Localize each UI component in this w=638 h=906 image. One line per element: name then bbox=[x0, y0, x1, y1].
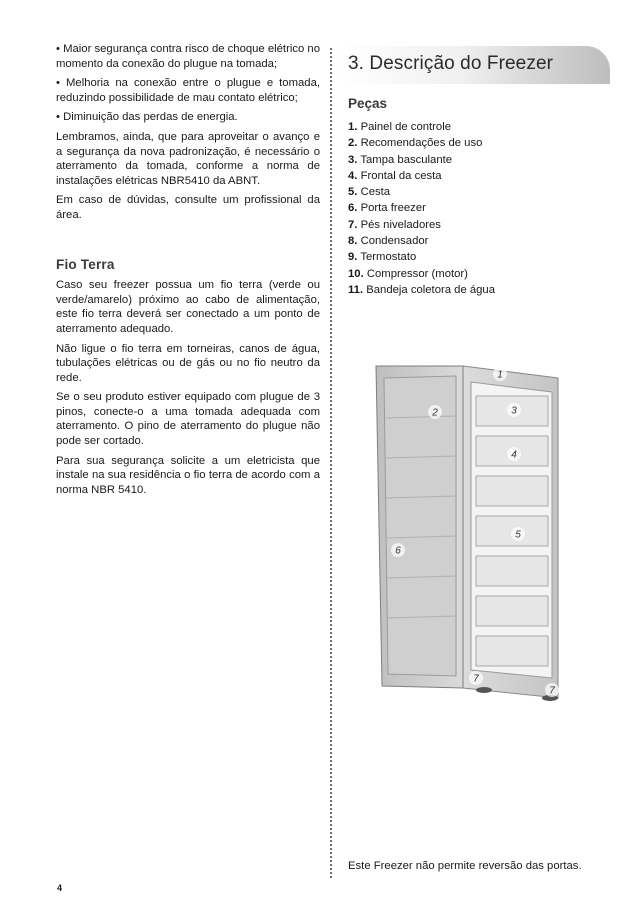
callout-1: 1 bbox=[497, 369, 503, 381]
heading-fio-terra: Fio Terra bbox=[56, 256, 115, 272]
bullet-safety: • Maior segurança contra risco de choque elétrico no momento da conexão do plugue na tomada; bbox=[56, 43, 320, 70]
paragraph-warning: Não ligue o fio terra em torneiras, canos de água, tubulações elétricas ou de gás ou no fio neutro da rede. bbox=[56, 342, 320, 384]
right-column bbox=[348, 96, 608, 298]
list-item: 1. Painel de controle bbox=[348, 121, 451, 133]
callout-3: 3 bbox=[511, 405, 517, 417]
callout-2: 2 bbox=[432, 407, 438, 419]
paragraph-ground-wire: Caso seu freezer possua um fio terra (verde ou verde/amarelo) próximo ao cabo de alimentação, este fio terra deverá ser conectado a um ponto de aterramento adequado. bbox=[56, 279, 320, 335]
callout-7-left: 7 bbox=[473, 673, 479, 685]
list-item: 6. Porta freezer bbox=[348, 202, 426, 215]
paragraph-electrician: Para sua segurança solicite a um eletricista que instale na sua residência o fio terra de acordo com a norma NBR 5410. bbox=[56, 454, 320, 496]
callout-6: 6 bbox=[395, 545, 401, 557]
callout-7-right: 7 bbox=[549, 685, 555, 697]
list-item: 5. Cesta bbox=[348, 186, 391, 199]
list-item: 10. Compressor (motor) bbox=[348, 267, 468, 280]
bullet-connection: • Melhoria na conexão entre o plugue e tomada, reduzindo possibilidade de mau contato elétrico; bbox=[56, 77, 320, 104]
callout-5: 5 bbox=[515, 529, 521, 541]
bullet-energy: • Diminuição das perdas de energia. bbox=[56, 111, 238, 124]
list-item: 11. Bandeja coletora de água bbox=[348, 283, 495, 296]
parts-list bbox=[348, 119, 608, 298]
list-item: 3. Tampa basculante bbox=[348, 153, 453, 166]
page-number: 4 bbox=[57, 883, 63, 893]
list-item: 4. Frontal da cesta bbox=[348, 169, 442, 182]
door-reversal-note: Este Freezer não permite reversão das portas. bbox=[348, 860, 582, 872]
column-divider bbox=[330, 48, 332, 878]
parts-heading: Peças bbox=[348, 96, 388, 111]
list-item: 8. Condensador bbox=[348, 235, 429, 248]
freezer-photo bbox=[368, 358, 568, 708]
paragraph-plug: Se o seu produto estiver equipado com plugue de 3 pinos, conecte-o a uma tomada adequada com aterramento. O pino de aterramento do plugue não pode ser cortado. bbox=[56, 391, 320, 448]
list-item: 7. Pés niveladores bbox=[348, 218, 441, 231]
left-column bbox=[56, 42, 320, 502]
section-banner bbox=[340, 46, 610, 84]
list-item: 9. Termostato bbox=[348, 251, 417, 264]
paragraph-reminder: Lembramos, ainda, que para aproveitar o avanço e a segurança da nova padronização, é necessário o aterramento da tomada, conforme a norma de instalações elétricas NBR5410 da ABNT. bbox=[56, 130, 320, 187]
paragraph-doubts: Em caso de dúvidas, consulte um profissional da área. bbox=[56, 194, 320, 221]
callout-4: 4 bbox=[511, 449, 517, 461]
list-item: 2. Recomendações de uso bbox=[348, 137, 483, 150]
section-title: 3. Descrição do Freezer bbox=[348, 53, 554, 74]
